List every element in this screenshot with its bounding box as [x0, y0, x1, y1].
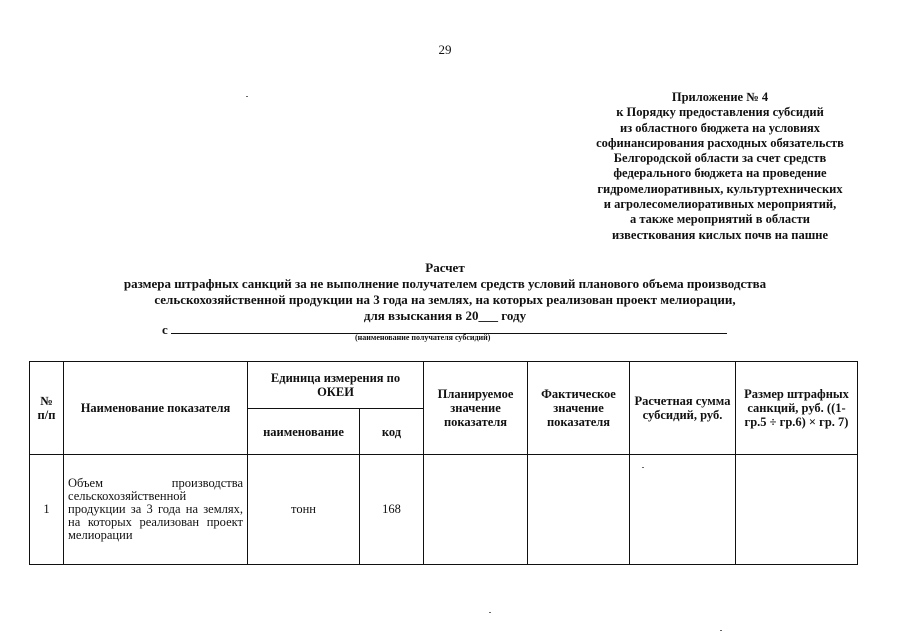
appendix-line: к Порядку предоставления субсидий	[616, 105, 824, 120]
header-subsidy: Расчетная сумма субсидий, руб.	[630, 362, 736, 455]
header-actual: Фактическое значение показателя	[528, 362, 630, 455]
appendix-line: федерального бюджета на проведение	[613, 166, 827, 181]
row-planned	[424, 455, 528, 565]
appendix-line: Приложение № 4	[671, 90, 769, 104]
row-actual	[528, 455, 630, 565]
appendix-line: а также мероприятий в области	[630, 212, 810, 227]
scan-speck	[489, 612, 491, 613]
header-indicator: Наименование показателя	[64, 362, 248, 455]
header-penalty: Размер штрафных санкций, руб. ((1-гр.5 ÷ гр.6) × гр. 7)	[736, 362, 858, 455]
recipient-prefix: с	[162, 322, 168, 337]
title-line: для взыскания в 20___ году	[363, 308, 527, 323]
scan-speck	[642, 467, 644, 468]
scan-speck	[720, 630, 722, 631]
appendix-line: и агролесомелиоративных мероприятий,	[603, 197, 837, 212]
document-title	[0, 260, 890, 324]
appendix-line: из областного бюджета на условиях	[619, 120, 821, 135]
penalty-table	[29, 361, 858, 565]
appendix-line: софинансирования расходных обязательств	[596, 135, 844, 150]
appendix-line: гидромелиоративных, культуртехнических	[597, 181, 843, 196]
appendix-line: Белгородской области за счет средств	[613, 151, 827, 166]
header-num: № п/п	[30, 362, 64, 455]
row-penalty	[736, 455, 858, 565]
appendix-header	[570, 90, 870, 243]
title-line: размера штрафных санкций за не выполнение получателем средств условий планового объема производства	[123, 276, 767, 291]
scan-speck	[246, 96, 248, 97]
row-num: 1	[30, 455, 64, 565]
header-unit-name: наименование	[248, 409, 360, 455]
header-unit-code: код	[360, 409, 424, 455]
row-unit-name: тонн	[248, 455, 360, 565]
recipient-caption: (наименование получателя субсидий)	[355, 333, 491, 342]
title-line: сельскохозяйственной продукции на 3 года на землях, на которых реализован проект мелиорации,	[154, 292, 736, 307]
row-subsidy	[630, 455, 736, 565]
header-unit-group: Единица измерения по ОКЕИ	[248, 362, 424, 409]
table-row	[30, 455, 858, 565]
row-indicator: Объем производства сельскохозяйственной продукции за 3 года на землях, на которых реализован проект мелиорации	[64, 455, 248, 565]
header-planned: Планируемое значение показателя	[424, 362, 528, 455]
page-number: 29	[438, 42, 452, 57]
title-line: Расчет	[425, 260, 465, 275]
appendix-line: известкования кислых почв на пашне	[611, 227, 829, 242]
row-unit-code: 168	[360, 455, 424, 565]
